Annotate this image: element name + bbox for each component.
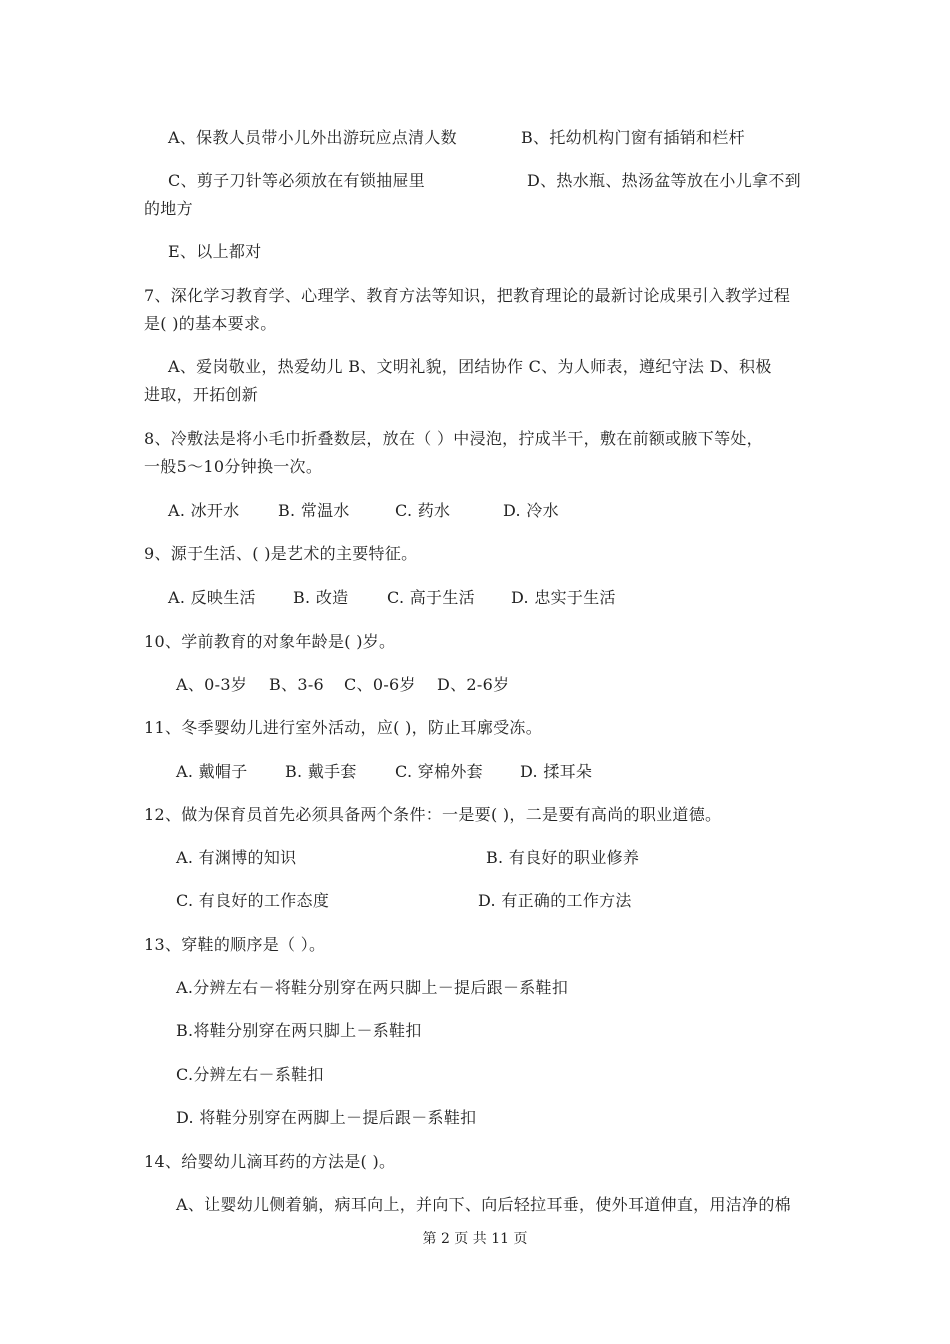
question-8: 8、冷敷法是将小毛巾折叠数层，放在（ ）中浸泡，拧成半干，敷在前额或腋下等处， — [144, 429, 763, 448]
options-7-cont: 进取，开拓创新 — [144, 385, 259, 404]
question-14: 14、给婴幼儿滴耳药的方法是( )。 — [144, 1152, 396, 1171]
option-10a: A、0-3岁 — [176, 675, 248, 694]
question-9: 9、源于生活、( )是艺术的主要特征。 — [144, 544, 418, 563]
option-13d: D. 将鞋分别穿在两脚上－提后跟－系鞋扣 — [176, 1108, 477, 1127]
option-6d-cont: 的地方 — [144, 199, 193, 218]
question-13: 13、穿鞋的顺序是（ ）。 — [144, 935, 326, 954]
option-9a: A. 反映生活 — [168, 588, 256, 607]
question-12: 12、做为保育员首先必须具备两个条件：一是要( )，二是要有高尚的职业道德。 — [144, 805, 722, 824]
option-8d: D. 冷水 — [503, 501, 559, 520]
question-10: 10、学前教育的对象年龄是( )岁。 — [144, 632, 396, 651]
option-8b: B. 常温水 — [278, 501, 350, 520]
page-footer: 第 2 页 共 11 页 — [422, 1231, 528, 1247]
option-10c: C、0-6岁 — [344, 675, 416, 694]
option-9c: C. 高于生活 — [387, 588, 475, 607]
question-7: 7、深化学习教育学、心理学、教育方法等知识，把教育理论的最新讨论成果引入教学过程 — [144, 286, 791, 305]
option-10d: D、2-6岁 — [437, 675, 510, 694]
option-12a: A. 有渊博的知识 — [176, 848, 297, 867]
option-6a: A、保教人员带小儿外出游玩应点清人数 — [168, 128, 457, 147]
option-11b: B. 戴手套 — [285, 762, 357, 781]
option-12c: C. 有良好的工作态度 — [176, 891, 330, 910]
option-11d: D. 揉耳朵 — [520, 762, 593, 781]
option-9d: D. 忠实于生活 — [511, 588, 616, 607]
question-11: 11、冬季婴幼儿进行室外活动，应( )，防止耳廓受冻。 — [144, 718, 543, 737]
option-11c: C. 穿棉外套 — [395, 762, 483, 781]
option-11a: A. 戴帽子 — [176, 762, 248, 781]
option-8a: A. 冰开水 — [168, 501, 240, 520]
option-12b: B. 有良好的职业修养 — [486, 848, 640, 867]
option-8c: C. 药水 — [395, 501, 451, 520]
question-7-cont: 是( )的基本要求。 — [144, 314, 277, 333]
option-13a: A.分辨左右－将鞋分别穿在两只脚上－提后跟－系鞋扣 — [176, 978, 569, 997]
option-13b: B.将鞋分别穿在两只脚上－系鞋扣 — [176, 1021, 422, 1040]
option-9b: B. 改造 — [293, 588, 349, 607]
option-14a: A、让婴幼儿侧着躺，病耳向上，并向下、向后轻拉耳垂，使外耳道伸直，用洁净的棉 — [176, 1195, 791, 1214]
option-10b: B、3-6 — [269, 675, 325, 694]
option-6e: E、以上都对 — [168, 242, 262, 261]
option-13c: C.分辨左右－系鞋扣 — [176, 1065, 324, 1084]
option-12d: D. 有正确的工作方法 — [478, 891, 632, 910]
options-7: A、爱岗敬业，热爱幼儿 B、文明礼貌，团结协作 C、为人师表，遵纪守法 D、积极 — [168, 357, 772, 376]
option-6d: D、热水瓶、热汤盆等放在小儿拿不到 — [527, 171, 801, 190]
question-8-cont: 一般5～10分钟换一次。 — [144, 457, 323, 476]
option-6c: C、剪子刀针等必须放在有锁抽屉里 — [168, 171, 426, 190]
option-6b: B、托幼机构门窗有插销和栏杆 — [521, 128, 745, 147]
